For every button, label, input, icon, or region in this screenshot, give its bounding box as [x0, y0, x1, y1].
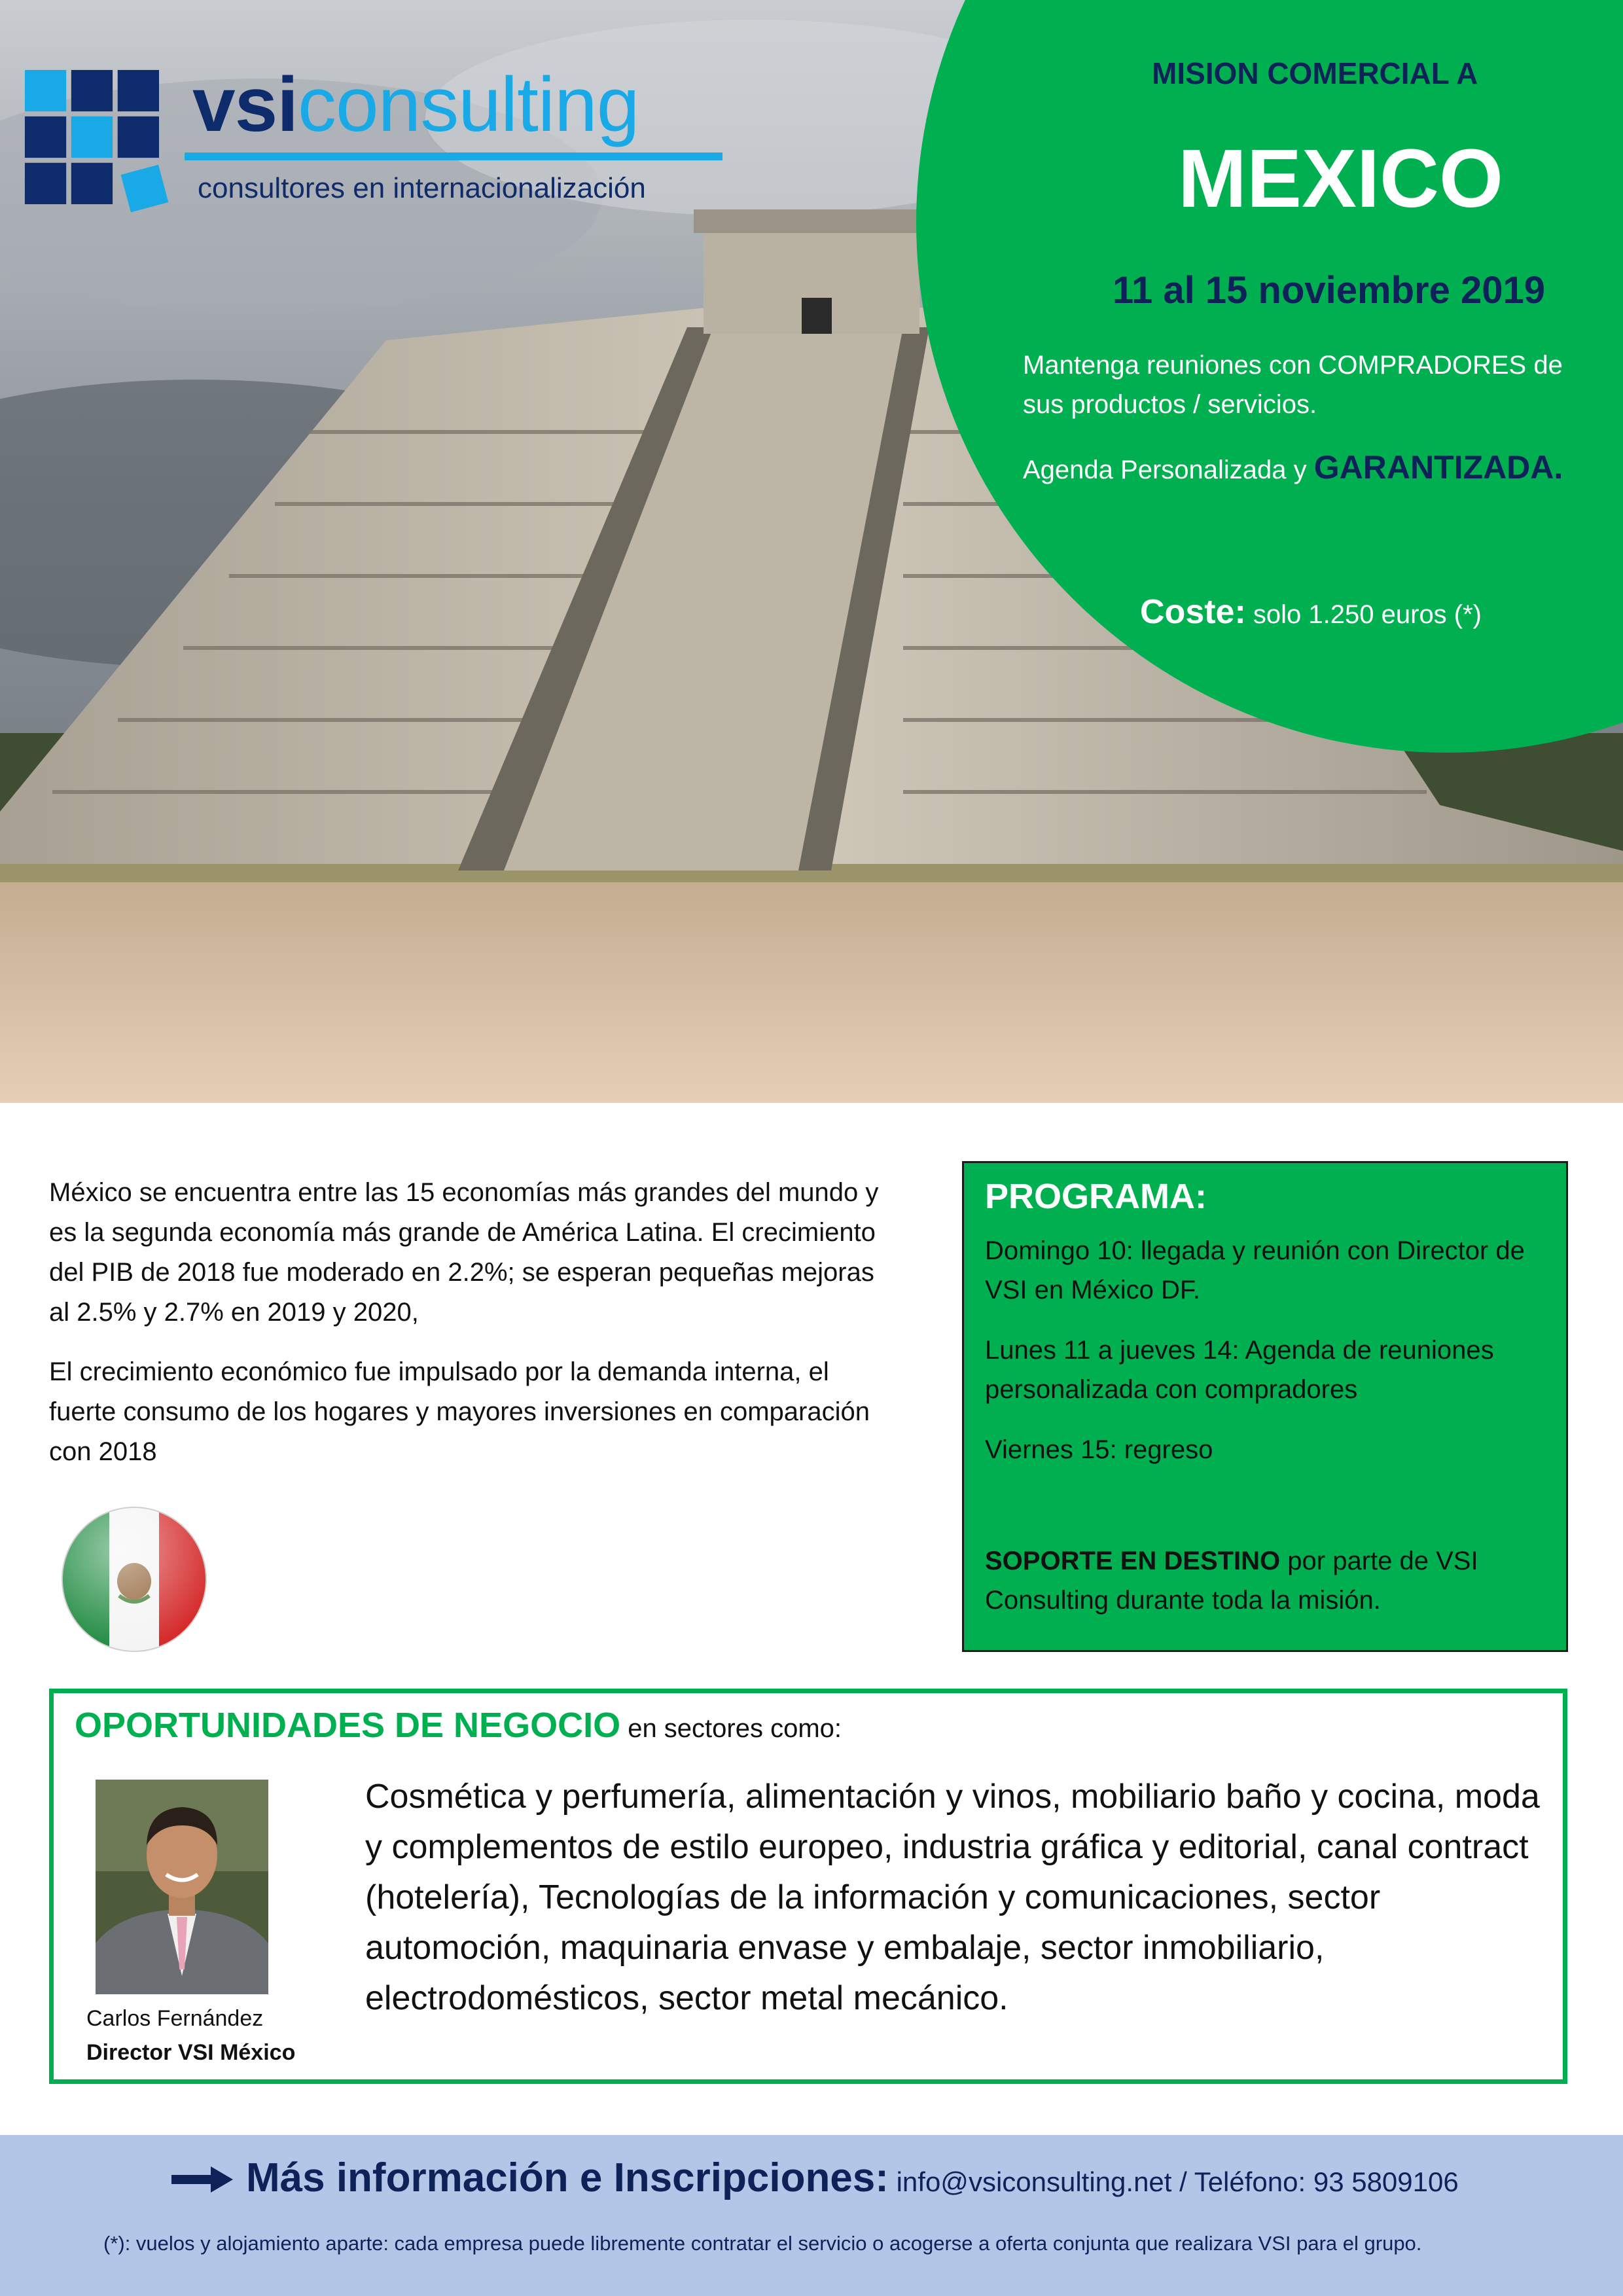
footer-contact[interactable]: info@vsiconsulting.net / Teléfono: 93 5809106: [888, 2166, 1459, 2197]
director-name: Carlos Fernández: [86, 2006, 264, 2031]
mission-label: MISION COMERCIAL A: [1152, 56, 1478, 90]
director-role: Director VSI México: [86, 2040, 296, 2065]
country-title: MEXICO: [1178, 132, 1504, 224]
meetings-text: Mantenga reuniones con COMPRADORES de sus productos / servicios.: [1023, 351, 1563, 419]
intro-paragraph-1: México se encuentra entre las 15 economías más grandes del mundo y es la segunda economía más grande de América Latina. El crecimiento del PIB de 2018 fue moderado en 2.2%; se esperan pequeñas mejoras al 2.5% y 2.7% en 2019 y 2020,: [49, 1178, 879, 1327]
director-photo: [96, 1780, 268, 1994]
company-logo: [24, 62, 730, 226]
opportunities-box: [49, 1689, 1567, 2084]
intro-paragraph-2: El crecimiento económico fue impulsado por la demanda interna, el fuerte consumo de los hogares y mayores inversiones en comparación con 2018: [49, 1357, 870, 1466]
logo-wordmark: [192, 62, 639, 147]
mission-dates: 11 al 15 noviembre 2019: [1113, 269, 1545, 312]
support-strong: SOPORTE EN DESTINO: [985, 1547, 1281, 1575]
logo-word-vsi: vsi: [192, 62, 298, 148]
mexico-flag-icon: [59, 1504, 209, 1655]
logo-underline: [185, 152, 722, 160]
footer-title: Más información e Inscripciones:: [246, 2155, 889, 2200]
agenda-prefix: Agenda Personalizada y: [1023, 456, 1307, 484]
sectors-text: Cosmética y perfumería, alimentación y vinos, mobiliario baño y cocina, moda y complementos de estilo europeo, industria gráfica y editorial, canal contract (hotelería), Tecnologías de la información y comunicaciones, sector automoción, maquinaria envase y embalaje, sector inmobiliario, electrodomésticos, sector metal mecánico.: [365, 1778, 1540, 2017]
logo-tagline: consultores en internacionalización: [198, 172, 646, 204]
cost-label: Coste:: [1140, 593, 1246, 631]
agenda-line: [1023, 448, 1563, 486]
opportunities-heading: [75, 1705, 842, 1746]
opportunities-suffix: en sectores como:: [620, 1714, 842, 1743]
footer-note: (*): vuelos y alojamiento aparte: cada empresa puede libremente contratar el servicio o acogerse a oferta conjunta que realizara VSI para el grupo.: [103, 2232, 1422, 2255]
program-box: [962, 1161, 1568, 1652]
program-title: PROGRAMA:: [985, 1177, 1207, 1216]
agenda-guaranteed: GARANTIZADA.: [1313, 449, 1563, 486]
program-item-sunday: Domingo 10: llegada y reunión con Director de VSI en México DF.: [985, 1236, 1525, 1304]
arrow-right-icon: [171, 2165, 234, 2194]
opportunities-title: OPORTUNIDADES DE NEGOCIO: [75, 1706, 621, 1745]
program-item-monday-thursday: Lunes 11 a jueves 14: Agenda de reuniones personalizada con compradores: [985, 1336, 1494, 1404]
program-item-friday: Viernes 15: regreso: [985, 1435, 1213, 1464]
footer-heading: [246, 2155, 1459, 2201]
footer: [0, 2135, 1623, 2296]
logo-word-consulting: consulting: [298, 62, 639, 148]
logo-grid-icon: [24, 69, 174, 219]
cost-value: solo 1.250 euros (*): [1253, 600, 1482, 629]
cost-line: [1140, 592, 1482, 632]
intro-text: [49, 1173, 893, 1492]
program-support: [985, 1541, 1545, 1620]
support-rest: por parte de VSI Consulting durante toda la misión.: [985, 1547, 1478, 1615]
